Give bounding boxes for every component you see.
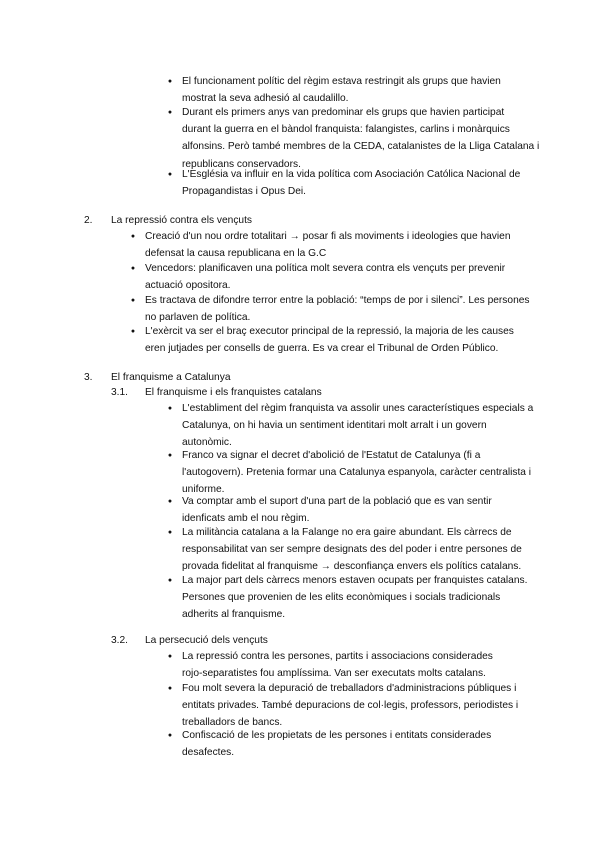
- bullet-line: entitats privades. També depuracions de col·legis, professors, periodistes i: [182, 700, 519, 712]
- bullet-line: durant la guerra en el bàndol franquista: falangistes, carlins i monàrquics: [182, 124, 510, 136]
- subsection-3-2-number: 3.2.: [111, 635, 128, 646]
- bullet-line: Confiscació de les propietats de les persones i entitats considerades: [182, 730, 492, 741]
- subsection-3-1-number: 3.1.: [111, 387, 128, 398]
- bullet-line: Es tractava de difondre terror entre la població: “temps de por i silenci”. Les persones: [145, 295, 530, 306]
- bullet-icon: ●: [167, 529, 173, 536]
- bullet-line: Catalunya, on hi havia un sentiment identitari molt arralt i un govern: [182, 420, 487, 432]
- bullet-icon: ●: [167, 78, 173, 85]
- bullet-icon: ●: [167, 577, 173, 584]
- bullet-line: treballadors de bancs.: [182, 717, 283, 729]
- bullet-line: Fou molt severa la depuració de treballadors d'administracions públiques i: [182, 683, 517, 694]
- bullet-line: adherits al franquisme.: [182, 609, 286, 621]
- bullet-line: Creació d'un nou ordre totalitari → posar fi als moviments i ideologies que havien: [145, 231, 511, 242]
- section-3-title: El franquisme a Catalunya: [111, 372, 231, 383]
- bullet-icon: ●: [167, 498, 173, 505]
- subsection-3-2-title: La persecució dels vençuts: [145, 635, 268, 646]
- bullet-icon: ●: [130, 328, 136, 335]
- bullet-line: l'autogovern). Pretenia formar una Catalunya espanyola, caràcter centralista i: [182, 467, 532, 479]
- bullet-line: La repressió contra les persones, partits i associacions considerades: [182, 651, 493, 662]
- bullet-line: provada fidelitat al franquisme → desconfiança envers els polítics catalans.: [182, 561, 522, 573]
- bullet-line: uniforme.: [182, 484, 225, 496]
- bullet-line: idenficats amb el nou règim.: [182, 513, 310, 525]
- bullet-line: La militància catalana a la Falange no era gaire abundant. Els càrrecs de: [182, 527, 512, 538]
- bullet-icon: ●: [167, 405, 173, 412]
- bullet-line: L'exèrcit va ser el braç executor principal de la repressió, la majoria de les causes: [145, 326, 514, 337]
- bullet-icon: ●: [130, 265, 136, 272]
- bullet-line: El funcionament polític del règim estava restringit als grups que havien: [182, 76, 501, 87]
- section-2-number: 2.: [84, 215, 93, 226]
- bullet-line: responsabilitat van ser sempre designats des del poder i entre persones de: [182, 544, 522, 556]
- bullet-line: no parlaven de política.: [145, 312, 251, 324]
- section-2-title: La repressió contra els vençuts: [111, 215, 252, 226]
- bullet-line: L'Església va influir en la vida política com Asociación Católica Nacional de: [182, 169, 521, 180]
- bullet-line: mostrat la seva adhesió al caudalillo.: [182, 93, 349, 105]
- bullet-line: Franco va signar el decret d'abolició de l'Estatut de Catalunya (fi a: [182, 450, 481, 461]
- bullet-line: eren jutjades per consells de guerra. Es va crear el Tribunal de Orden Público.: [145, 343, 499, 355]
- bullet-line: La major part dels càrrecs menors estaven ocupats per franquistes catalans.: [182, 575, 528, 586]
- bullet-icon: ●: [130, 233, 136, 240]
- section-3-number: 3.: [84, 372, 93, 383]
- subsection-3-1-title: El franquisme i els franquistes catalans: [145, 387, 322, 398]
- bullet-line: Durant els primers anys van predominar els grups que havien participat: [182, 107, 505, 118]
- bullet-line: Persones que provenien de les elits econòmiques i socials tradicionals: [182, 592, 501, 604]
- bullet-line: actuació opositora.: [145, 280, 231, 292]
- bullet-line: alfonsins. Però també membres de la CEDA, catalanistes de la Lliga Catalana i: [182, 141, 540, 153]
- bullet-line: Vencedors: planificaven una política molt severa contra els vençuts per prevenir: [145, 263, 506, 274]
- bullet-icon: ●: [167, 171, 173, 178]
- bullet-line: autonòmic.: [182, 437, 232, 449]
- bullet-icon: ●: [167, 732, 173, 739]
- bullet-icon: ●: [167, 109, 173, 116]
- bullet-line: rojo-separatistes fou amplíssima. Van ser executats molts catalans.: [182, 668, 486, 680]
- bullet-icon: ●: [167, 452, 173, 459]
- bullet-line: Va comptar amb el suport d'una part de la població que es van sentir: [182, 496, 492, 507]
- bullet-line: L'establiment del règim franquista va assolir unes característiques especials a: [182, 403, 534, 414]
- bullet-line: defensat la causa republicana en la G.C: [145, 248, 327, 260]
- bullet-line: desafectes.: [182, 747, 235, 759]
- bullet-icon: ●: [167, 653, 173, 660]
- bullet-line: Propagandistas i Opus Dei.: [182, 186, 307, 198]
- bullet-icon: ●: [167, 685, 173, 692]
- bullet-line: republicans conservadors.: [182, 158, 301, 170]
- bullet-icon: ●: [130, 297, 136, 304]
